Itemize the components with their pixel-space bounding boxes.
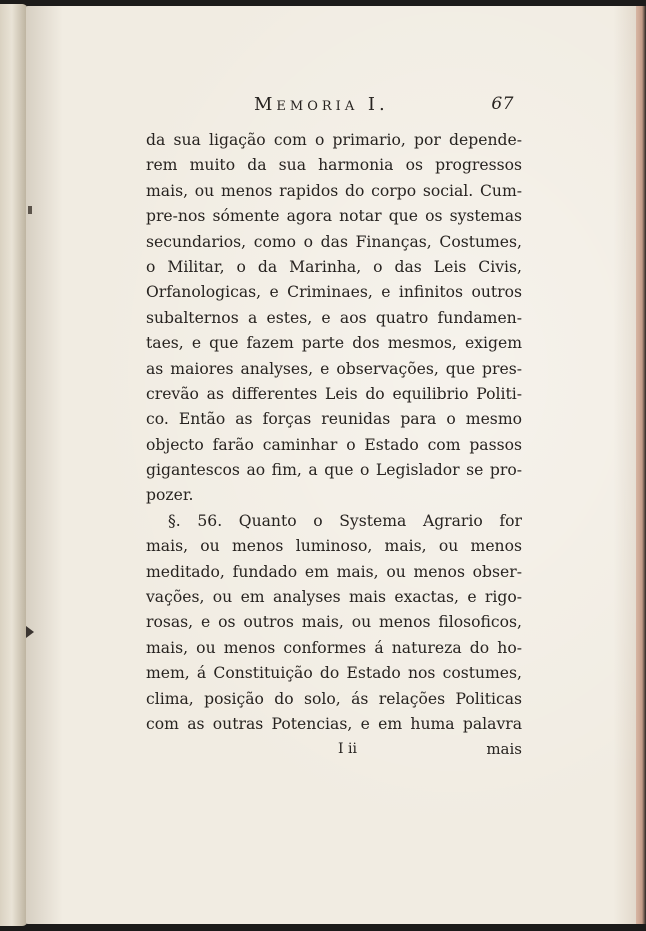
text-line: pre-nos sómente agora notar que os systemas bbox=[146, 207, 522, 226]
text-line: secundarios, como o das Finanças, Costumes, bbox=[146, 232, 522, 251]
running-header bbox=[146, 94, 522, 128]
page-number: 67 bbox=[491, 94, 514, 114]
text-line: crevão as differentes Leis do equilibrio Politi- bbox=[146, 384, 522, 403]
margin-mark-small bbox=[28, 206, 32, 214]
catchword: mais bbox=[486, 740, 522, 759]
text-line: mais, ou menos conformes á natureza do ho- bbox=[146, 638, 522, 657]
margin-mark bbox=[26, 626, 34, 638]
text-line: o Militar, o da Marinha, o das Leis Civis, bbox=[146, 257, 522, 276]
text-line: co. Então as forças reunidas para o mesmo bbox=[146, 410, 522, 429]
text-line: meditado, fundado em mais, ou menos obser- bbox=[146, 562, 522, 581]
signature-mark: I ii bbox=[338, 741, 357, 758]
text-line: subalternos a estes, e aos quatro fundamen- bbox=[146, 308, 522, 327]
text-line: taes, e que fazem parte dos mesmos, exigem bbox=[146, 334, 522, 353]
section-heading-line: §. 56. Quanto o Systema Agrario for bbox=[168, 511, 522, 530]
text-line: objecto farão caminhar o Estado com passos bbox=[146, 435, 522, 454]
text-block bbox=[146, 94, 522, 761]
text-line: pozer. bbox=[146, 486, 194, 505]
running-title: Memoria I. bbox=[254, 94, 389, 115]
text-line: clima, posição do solo, ás relações Politicas bbox=[146, 689, 522, 708]
right-page-edge bbox=[636, 6, 646, 924]
text-line: Orfanologicas, e Criminaes, e infinitos outros bbox=[146, 283, 522, 302]
text-line: gigantescos ao fim, a que o Legislador se pro- bbox=[146, 461, 522, 480]
text-line: as maiores analyses, e observações, que pres- bbox=[146, 359, 522, 378]
text-line: com as outras Potencias, e em huma palavra bbox=[146, 714, 522, 733]
text-line: da sua ligação com o primario, por depende- bbox=[146, 131, 522, 149]
page-footer bbox=[146, 737, 522, 761]
text-line: mem, á Constituição do Estado nos costumes, bbox=[146, 664, 522, 683]
text-line: mais, ou menos luminoso, mais, ou menos bbox=[146, 537, 522, 556]
text-line: rem muito da sua harmonia os progressos bbox=[146, 156, 522, 175]
text-line: vações, ou em analyses mais exactas, e rigo- bbox=[146, 588, 522, 607]
text-line: mais, ou menos rapidos do corpo social. Cum- bbox=[146, 181, 522, 200]
left-page-edge bbox=[0, 4, 28, 926]
text-line: rosas, e os outros mais, ou menos filosoficos, bbox=[146, 613, 522, 632]
